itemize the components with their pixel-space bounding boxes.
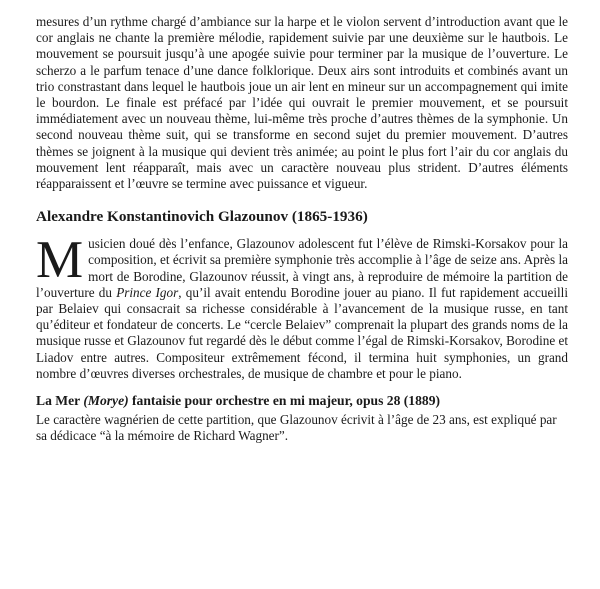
intro-paragraph: mesures d’un rythme chargé d’ambiance sur la harpe et le violon servent d’introduction avant que le cor anglais ne chante la première mélodie, rapidement suivie par une deuxième sur le hautbois. Le mouvement se poursuit jusqu’à une apogée suivie pour terminer par la musique de l’ouverture. Le scherzo a le parfum tenace d’une dance folklorique. Deux airs sont introduits et combinés avant un trio constrastant dans lequel le hautbois joue un air lent en mineur sur un accompagnement qui imite le bourdon. Le finale est préfacé par l’idée qui ouvrait le premier mouvement, et se poursuit immédiatement avec un nouveau thème, lui-même très proche d’autres thèmes de la symphonie. Un second nouveau thème suit, qui se transforme en second sujet du premier mouvement. D’autres thèmes se joignent à la musique qui devient très animée; au point le plus fort l’air du cor anglais du mouvement lent réapparaît, mais avec un caractère nouveau plus strident. D’autres éléments réapparaissent et l’œuvre se termine avec puissance et vigueur. [36,14,568,192]
work-note: Le caractère wagnérien de cette partition, que Glazounov écrivit à l’âge de 23 ans, est expliqué par sa dédicace “à la mémoire de Richard Wagner”. [36,412,557,444]
drop-cap: M [36,231,84,290]
work-heading-alt-title: (Morye) [83,393,129,409]
work-heading [36,393,568,409]
composer-biography [36,231,568,382]
work-heading-details: fantaisie pour orchestre en mi majeur, opus 28 (1889) [128,393,441,409]
biography-text-part2: , qu’il avait entendu Borodine jouer au piano. Il fut rapidement accueilli par Belaiev qui consacrait sa richesse considérable à l’avancement de la musique russe, en tant qu’éditeur et fondateur de concerts. Le “cercle Belaiev” comprenait la plupart des grands noms de la musique russe et Glazounov fut regardé dès le début comme l’égal de Rimski-Korsakov, Borodine et Liadov entre autres. Compositeur extrêmement fécond, il termina huit symphonies, un grand nombre d’œuvres diverses orchestrales, de musique de chambre et pour le piano. [36,284,568,381]
work-heading-title: La Mer [36,393,84,409]
work-title-prince-igor: Prince Igor [116,284,179,300]
biography-text-part1: usicien doué dès l’enfance, Glazounov adolescent fut l’élève de Rimski-Korsakov pour la composition, et écrivit sa première symphonie très accomplie à l’âge de seize ans. Après la mort de Borodine, Glazounov réussit, à vingt ans, à reproduire de mémoire la partition de l’ouverture du [36,236,568,300]
document-page [36,14,568,444]
composer-heading: Alexandre Konstantinovich Glazounov (1865-1936) [36,208,368,226]
